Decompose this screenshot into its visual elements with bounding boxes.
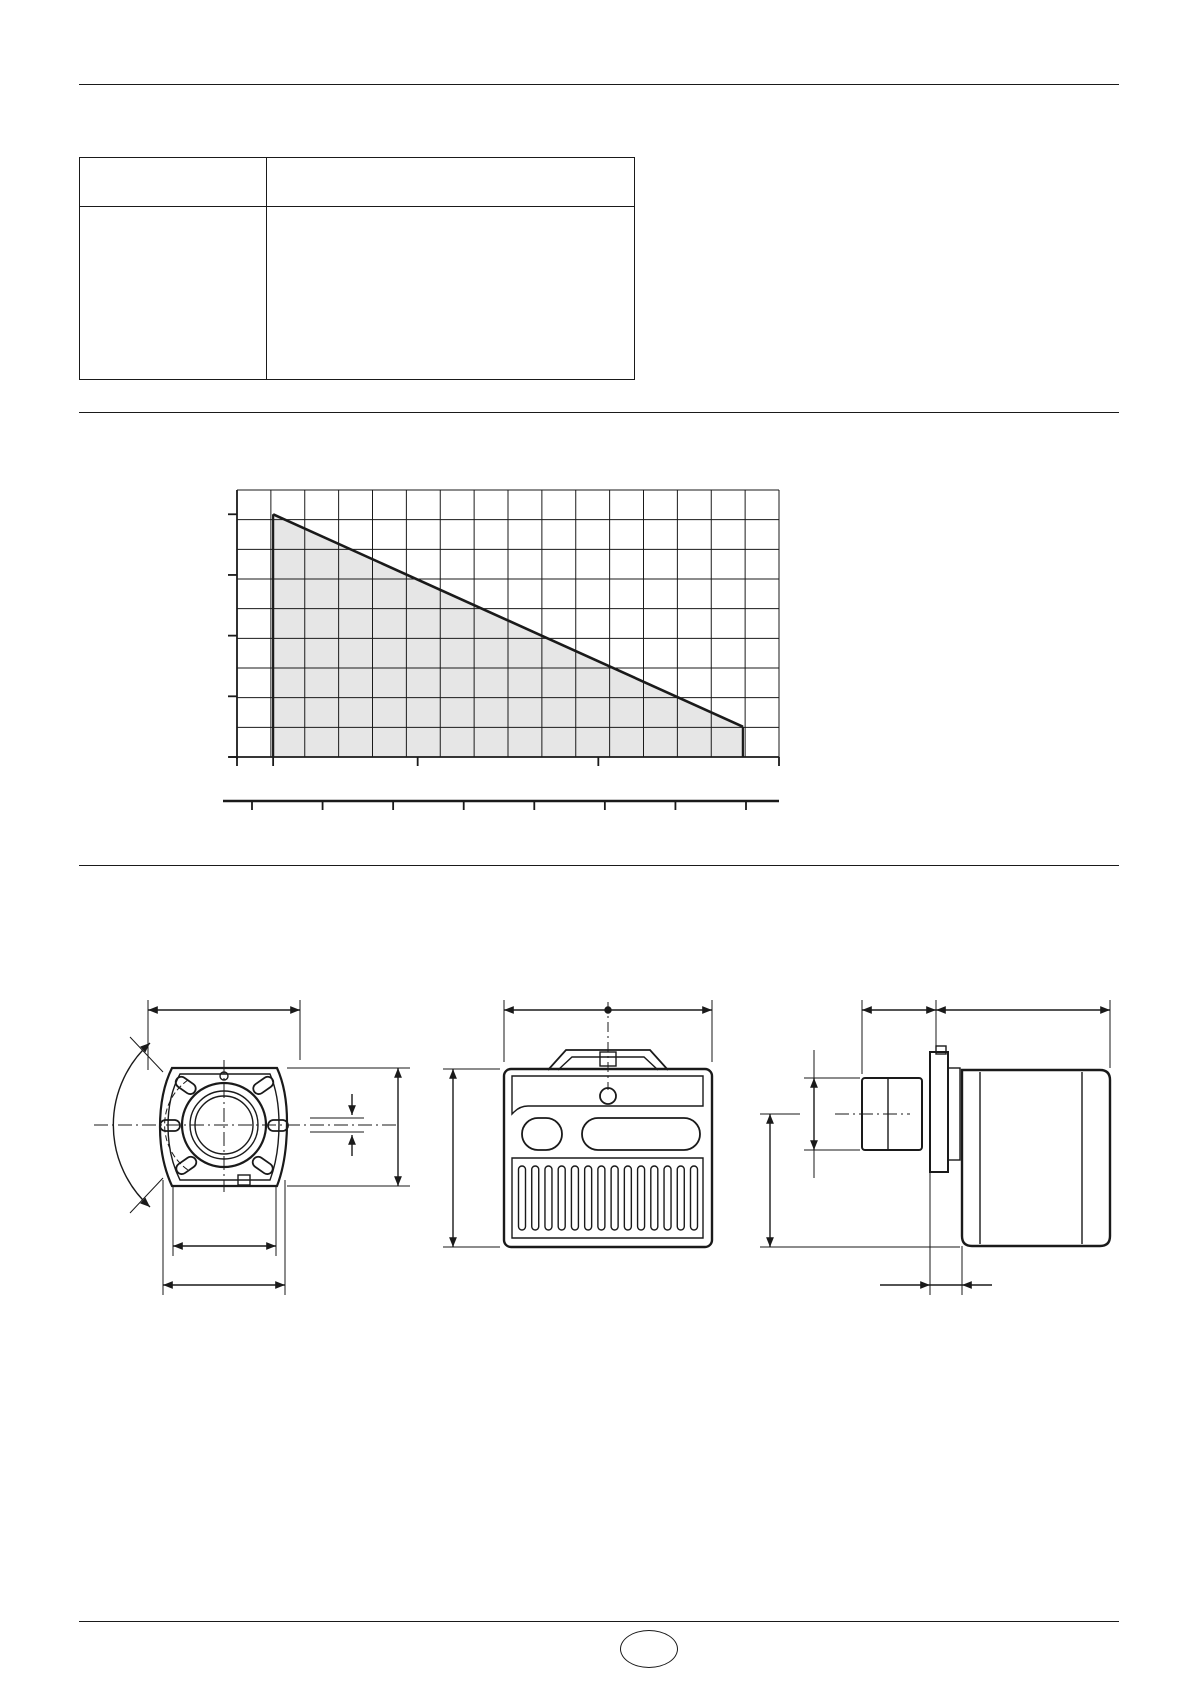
cover-upper-panel <box>512 1076 703 1114</box>
profile-flange-gasket <box>948 1068 960 1160</box>
cover-vents <box>519 1166 698 1230</box>
cover-vent-slot <box>585 1166 592 1230</box>
cover-vent-slot <box>611 1166 618 1230</box>
flange-slot-bl <box>174 1155 198 1177</box>
cover-center-dot <box>605 1007 611 1013</box>
side-profile-view <box>760 1000 1110 1295</box>
flange-slot-br <box>251 1155 275 1177</box>
page-number-badge <box>620 1630 678 1668</box>
cover-vent-slot <box>558 1166 565 1230</box>
cover-vent-slot <box>624 1166 631 1230</box>
side-cover-view <box>443 1000 712 1247</box>
flange-angle-leader-2 <box>130 1178 163 1213</box>
cover-vent-slot <box>545 1166 552 1230</box>
footer-rule <box>79 1621 1119 1622</box>
cover-vent-slot <box>571 1166 578 1230</box>
cover-vent-slot <box>638 1166 645 1230</box>
flange-slot-tl <box>174 1075 198 1097</box>
cover-slot-left <box>522 1118 562 1150</box>
cover-vent-slot <box>598 1166 605 1230</box>
cover-vent-slot <box>664 1166 671 1230</box>
profile-flange <box>930 1052 948 1172</box>
cover-slot-right <box>582 1118 700 1150</box>
cover-vent-panel <box>512 1158 703 1238</box>
cover-vent-slot <box>519 1166 526 1230</box>
cover-vent-slot <box>677 1166 684 1230</box>
profile-motor-body <box>962 1070 1110 1246</box>
cover-vent-slot <box>691 1166 698 1230</box>
flange-slot-tr <box>251 1075 275 1097</box>
cover-vent-slot <box>651 1166 658 1230</box>
flange-angle-leader-1 <box>130 1037 163 1072</box>
front-flange-view <box>94 1000 410 1295</box>
cover-inspection-hole <box>600 1088 616 1104</box>
cover-vent-slot <box>532 1166 539 1230</box>
